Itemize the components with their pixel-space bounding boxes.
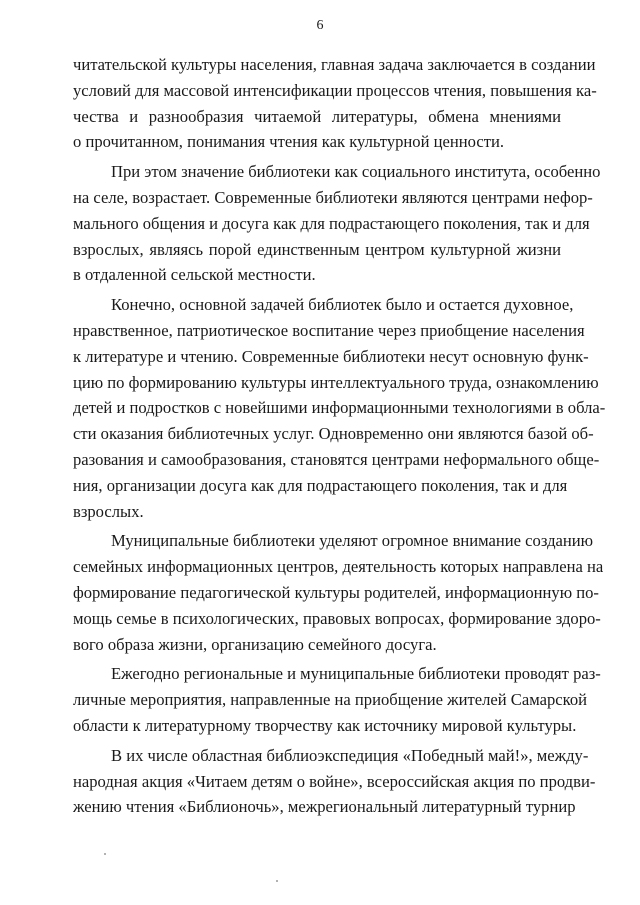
text-line: Ежегодно региональные и муниципальные библиотеки проводят раз- bbox=[111, 664, 601, 684]
paragraph bbox=[73, 528, 604, 657]
text-line: условий для массовой интенсификации процессов чтения, повышения ка- bbox=[73, 80, 597, 100]
paragraph bbox=[73, 159, 601, 288]
text-line: жению чтения «Библионочь», межрегиональный литературный турнир bbox=[73, 797, 576, 817]
text-line: мального общения и досуга как для подрастающего поколения, так и для bbox=[73, 213, 590, 233]
document-body bbox=[73, 52, 606, 820]
text-line: читательской культуры населения, главная задача заключается в создании bbox=[73, 55, 596, 74]
text-line: народная акция «Читаем детям о войне», всероссийская акция по продви- bbox=[73, 771, 596, 791]
text-line: взрослых. bbox=[73, 501, 144, 521]
text-line: В их числе областная библиоэкспедиция «Победный май!», между- bbox=[111, 745, 589, 765]
text-line: ния, организации досуга как для подрастающего поколения, так и для bbox=[73, 475, 568, 495]
text-line: мощь семье в психологических, правовых вопросах, формирование здоро- bbox=[73, 608, 601, 628]
text-line: о прочитанном, понимания чтения как культурной ценности. bbox=[73, 132, 504, 152]
text-line: личные мероприятия, направленные на приобщение жителей Самарской bbox=[73, 690, 588, 710]
text-line: детей и подростков с новейшими информационными технологиями в обла- bbox=[73, 398, 606, 418]
text-line: Конечно, основной задачей библиотек было и остается духовное, bbox=[111, 295, 574, 315]
text-line: взрослых, являясь порой единственным центром культурной жизни bbox=[73, 239, 561, 259]
scan-speck bbox=[276, 880, 278, 882]
text-line: чества и разнообразия читаемой литературы, обмена мнениями bbox=[73, 106, 561, 126]
page-number: 6 bbox=[316, 18, 324, 33]
text-line: Муниципальные библиотеки уделяют огромное внимание созданию bbox=[111, 531, 594, 551]
text-line: нравственное, патриотическое воспитание через приобщение населения bbox=[73, 320, 585, 340]
paragraph bbox=[73, 292, 606, 524]
text-line: цию по формированию культуры интеллектуального труда, ознакомлению bbox=[73, 372, 599, 392]
text-line: в отдаленной сельской местности. bbox=[73, 265, 316, 285]
text-line: вого образа жизни, организацию семейного досуга. bbox=[73, 634, 437, 654]
text-line: области к литературному творчеству как источнику мировой культуры. bbox=[73, 715, 577, 735]
text-line: формирование педагогической культуры родителей, информационную по- bbox=[73, 582, 599, 602]
text-line: сти оказания библиотечных услуг. Одновременно они являются базой об- bbox=[73, 424, 594, 444]
text-line: разования и самообразования, становятся центрами неформального обще- bbox=[73, 449, 600, 469]
text-line: семейных информационных центров, деятельность которых направлена на bbox=[73, 557, 604, 577]
paragraph bbox=[73, 52, 597, 155]
text-line: к литературе и чтению. Современные библиотеки несут основную функ- bbox=[73, 346, 589, 366]
paragraph bbox=[73, 661, 601, 738]
paragraph bbox=[73, 743, 596, 820]
scan-speck bbox=[104, 853, 106, 855]
text-line: При этом значение библиотеки как социального института, особенно bbox=[111, 162, 601, 182]
text-line: на селе, возрастает. Современные библиотеки являются центрами нефор- bbox=[73, 187, 593, 207]
